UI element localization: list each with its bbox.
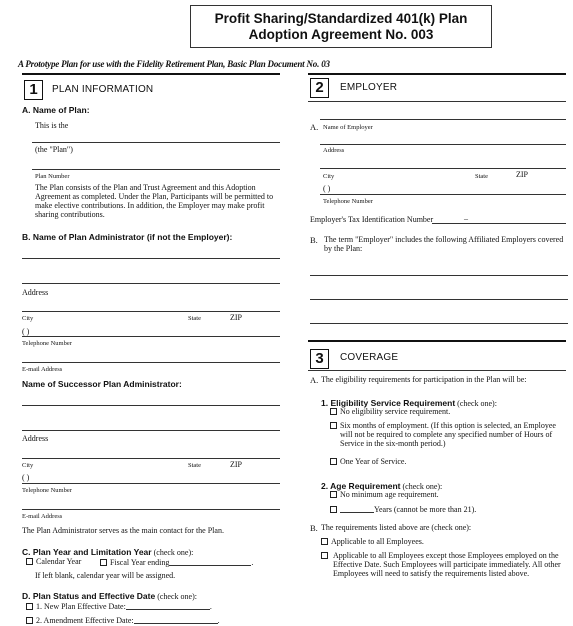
section-2-title: EMPLOYER	[340, 82, 398, 93]
one-year-checkbox[interactable]	[330, 458, 337, 465]
employer-zip-label: ZIP	[516, 170, 528, 179]
employer-telephone-label: Telephone Number	[323, 198, 373, 205]
one-year-option[interactable]: One Year of Service.	[330, 457, 406, 467]
successor-email-field[interactable]	[22, 509, 280, 510]
six-months-text: Six months of employment. (If this option is selected, an Employee will not be required to complete any specified number of Hours of Service in the six-month period.)	[340, 421, 556, 448]
six-months-option[interactable]	[330, 421, 570, 448]
this-is-the-label: This is the	[35, 121, 69, 130]
state-label-2: State	[188, 462, 201, 469]
new-plan-date-field[interactable]	[126, 601, 210, 610]
successor-name-field-2[interactable]	[22, 430, 280, 431]
amendment-date-field[interactable]	[134, 615, 218, 624]
section-3-title: COVERAGE	[340, 352, 399, 363]
except-employees-text: Applicable to all Employees except those Employees employed on the Effective Date. Such Employees will participate immediately. All other Employees will need to satisfy the requirements listed above.	[333, 551, 561, 578]
admin-email-field[interactable]	[22, 362, 280, 363]
successor-name-field-1[interactable]	[22, 405, 280, 406]
plan-number-label: Plan Number	[35, 173, 70, 180]
new-plan-option[interactable]: 1. New Plan Effective Date: .	[26, 601, 212, 612]
employer-state-label: State	[475, 173, 488, 180]
plan-status-label: D. Plan Status and Effective Date	[22, 591, 156, 601]
zip-label: ZIP	[230, 313, 242, 322]
fiscal-year-checkbox[interactable]	[100, 559, 107, 566]
calendar-year-option[interactable]: Calendar Year	[26, 557, 81, 567]
section-2-number: 2	[310, 78, 329, 98]
service-req-check-hint: (check one):	[455, 399, 497, 408]
employer-name-label: Name of Employer	[323, 124, 373, 131]
tax-id-dash: –	[464, 214, 468, 223]
city-label: City	[22, 315, 34, 322]
amendment-option[interactable]: 2. Amendment Effective Date: .	[26, 615, 220, 626]
state-label: State	[188, 315, 201, 322]
email-label: E-mail Address	[22, 366, 63, 373]
amendment-checkbox[interactable]	[26, 617, 33, 624]
employer-a-marker: A.	[310, 122, 319, 132]
address-label: Address	[22, 288, 49, 297]
area-code-paren-2: ( )	[22, 473, 30, 482]
plan-admin-label: B. Name of Plan Administrator (if not the Employer):	[22, 232, 233, 242]
age-years-checkbox[interactable]	[330, 506, 337, 513]
section-1-number: 1	[24, 80, 43, 100]
subtitle: A Prototype Plan for use with the Fidelity Retirement Plan, Basic Plan Document No. 03	[18, 59, 330, 69]
employer-city-label: City	[323, 173, 335, 180]
plan-number-field[interactable]	[32, 169, 280, 170]
affiliated-employers-text: The term "Employer" includes the following Affiliated Employers covered by the Plan:	[324, 235, 564, 253]
city-label-2: City	[22, 462, 34, 469]
employer-phone-field[interactable]	[320, 194, 566, 195]
successor-label: Name of Successor Plan Administrator:	[22, 379, 182, 389]
title-line-2: Adoption Agreement No. 003	[248, 27, 434, 42]
plan-year-label: C. Plan Year and Limitation Year	[22, 547, 152, 557]
successor-phone-field[interactable]	[22, 483, 280, 484]
fiscal-year-field[interactable]	[169, 557, 251, 566]
title-line-1: Profit Sharing/Standardized 401(k) Plan	[214, 11, 468, 26]
plan-name-field[interactable]	[32, 142, 280, 143]
plan-status-check-hint: (check one):	[155, 592, 197, 601]
age-req-label: 2. Age Requirement	[321, 481, 401, 491]
fiscal-year-option[interactable]: Fiscal Year ending .	[100, 557, 253, 568]
blank-note: If left blank, calendar year will be assigned.	[35, 571, 176, 580]
except-employees-option[interactable]	[321, 551, 569, 578]
area-code-paren: ( )	[22, 327, 30, 336]
applicability-b-marker: B.	[310, 523, 318, 533]
the-plan-label: (the "Plan")	[35, 145, 73, 154]
plan-year-check-hint: (check one):	[151, 548, 194, 557]
age-years-option[interactable]: Years (cannot be more than 21).	[330, 504, 476, 515]
no-age-option[interactable]: No minimum age requirement.	[330, 490, 439, 500]
zip-label-2: ZIP	[230, 460, 242, 469]
affiliated-b-marker: B.	[310, 235, 318, 245]
no-service-option[interactable]: No eligibility service requirement.	[330, 407, 450, 417]
telephone-label-2: Telephone Number	[22, 487, 72, 494]
age-years-field[interactable]	[340, 504, 374, 513]
plan-name-label: A. Name of Plan:	[22, 105, 90, 115]
admin-note: The Plan Administrator serves as the main contact for the Plan.	[22, 526, 224, 535]
section-1-title: PLAN INFORMATION	[52, 84, 154, 95]
affiliated-field-2[interactable]	[310, 299, 568, 300]
new-plan-checkbox[interactable]	[26, 603, 33, 610]
section-3-number: 3	[310, 349, 329, 369]
employer-address-label: Address	[323, 147, 345, 154]
calendar-year-checkbox[interactable]	[26, 558, 33, 565]
admin-name-field-1[interactable]	[22, 258, 280, 259]
no-service-checkbox[interactable]	[330, 408, 337, 415]
employer-area-code: ( )	[323, 184, 331, 193]
eligibility-a-marker: A.	[310, 375, 319, 385]
admin-phone-field[interactable]	[22, 336, 280, 337]
all-employees-option[interactable]: Applicable to all Employees.	[321, 537, 424, 547]
except-employees-checkbox[interactable]	[321, 552, 328, 559]
employer-name-field-2[interactable]	[320, 144, 566, 145]
employer-name-field[interactable]	[320, 119, 566, 120]
six-months-checkbox[interactable]	[330, 422, 337, 429]
no-age-checkbox[interactable]	[330, 491, 337, 498]
successor-address-field[interactable]	[22, 458, 280, 459]
admin-name-field-2[interactable]	[22, 283, 280, 284]
title-box	[190, 5, 492, 48]
eligibility-intro: The eligibility requirements for participation in the Plan will be:	[321, 375, 527, 384]
all-employees-checkbox[interactable]	[321, 538, 328, 545]
telephone-label: Telephone Number	[22, 340, 72, 347]
address-label-2: Address	[22, 434, 49, 443]
plan-description: The Plan consists of the Plan and Trust Agreement and this Adoption Agreement as completed. Under the Plan, Participants will be permitted to make elective contributions. In addition, the Employer may make profit sharing contributions.	[35, 183, 274, 219]
email-label-2: E-mail Address	[22, 513, 63, 520]
affiliated-field-3[interactable]	[310, 323, 568, 324]
tax-id-field[interactable]	[432, 223, 566, 224]
service-req-label: 1. Eligibility Service Requirement	[321, 398, 456, 408]
employer-address-field[interactable]	[320, 168, 566, 169]
affiliated-field-1[interactable]	[310, 275, 568, 276]
age-req-check-hint: (check one):	[400, 482, 443, 491]
tax-id-label: Employer's Tax Identification Number	[310, 215, 434, 224]
applicability-intro: The requirements listed above are (check one):	[321, 523, 472, 532]
admin-address-field[interactable]	[22, 311, 280, 312]
